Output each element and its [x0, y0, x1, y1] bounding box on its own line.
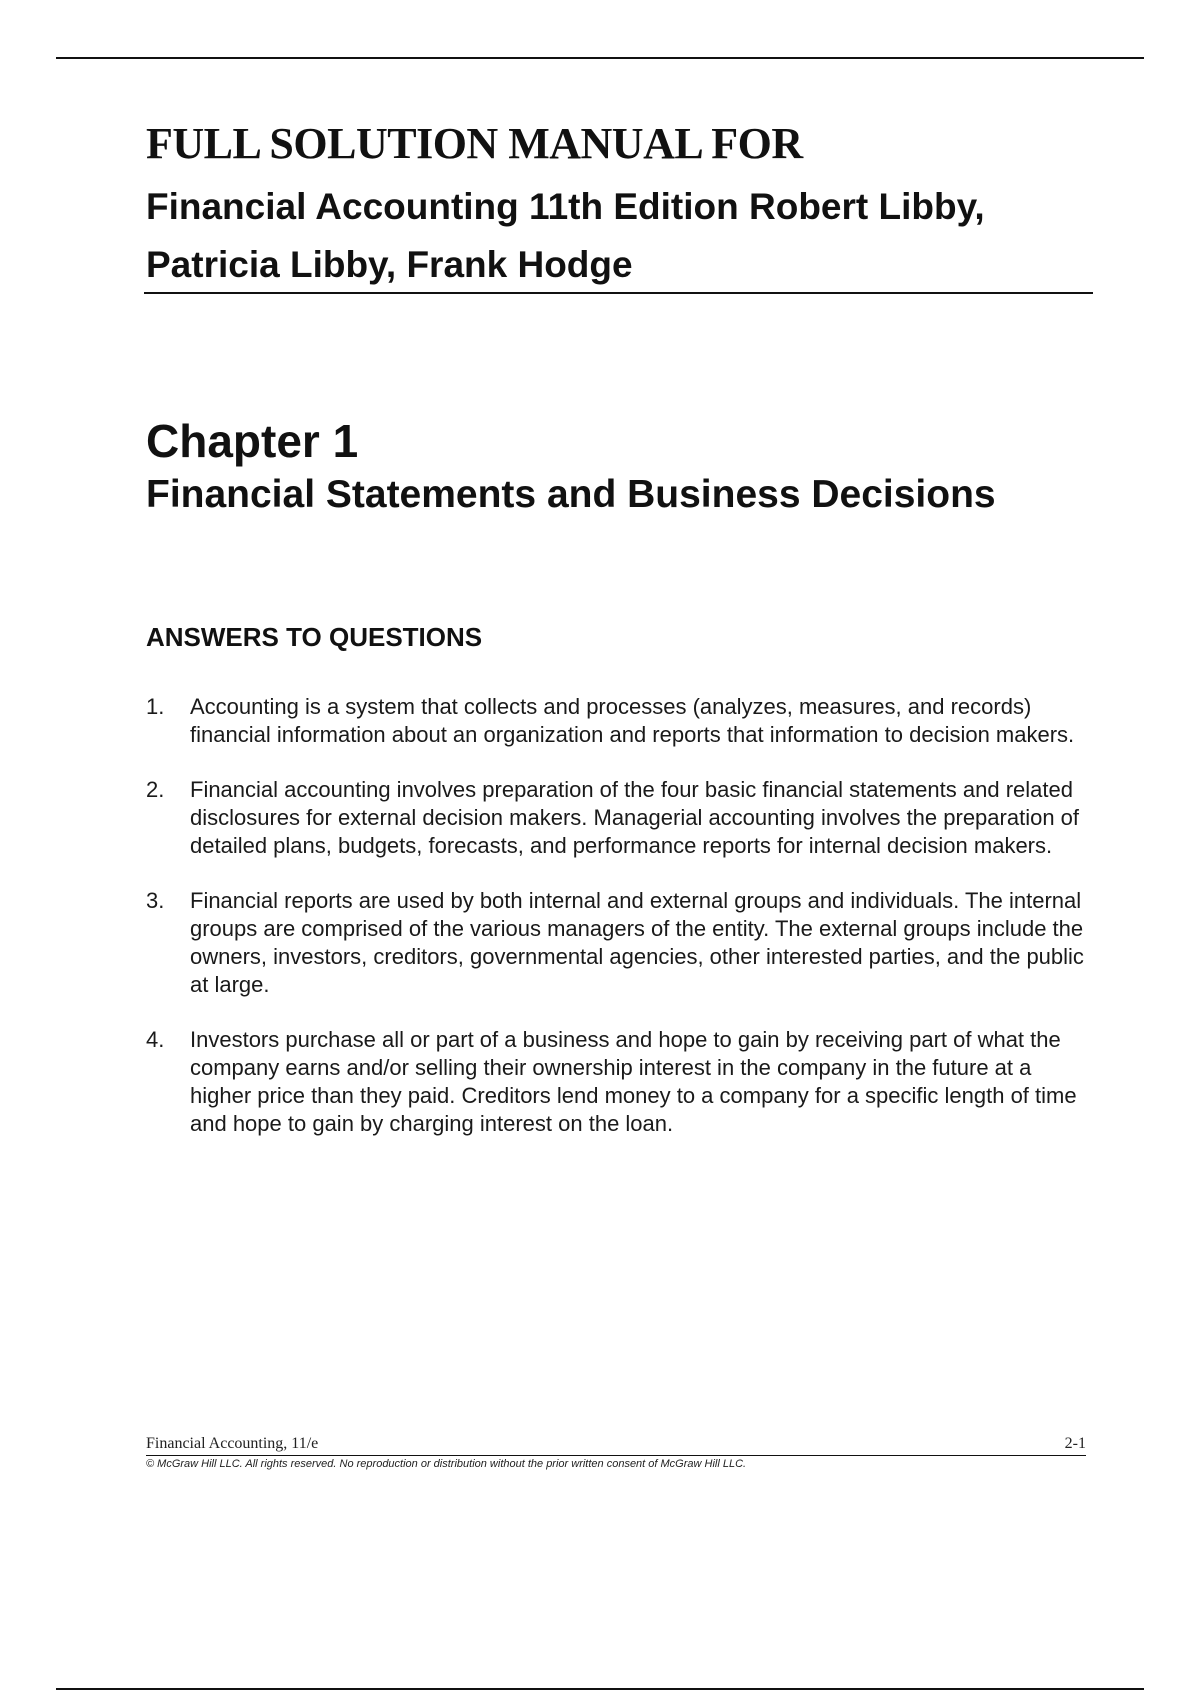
answer-number: 3. [146, 888, 165, 913]
answer-item [146, 693, 1096, 749]
book-title [146, 178, 1091, 294]
section-heading: ANSWERS TO QUESTIONS [146, 622, 483, 652]
manual-title: FULL SOLUTION MANUAL FOR [146, 119, 803, 168]
answer-number: 4. [146, 1027, 165, 1052]
footer-copyright: © McGraw Hill LLC. All rights reserved. No reproduction or distribution without the prior written consent of McGraw Hill LLC. [146, 1458, 747, 1470]
answer-text: Financial accounting involves preparation of the four basic financial statements and related disclosures for external decision makers. Managerial accounting involves the preparation of detailed plans, budgets, forecasts, and performance reports for internal decision makers. [190, 777, 1080, 858]
page-footer [146, 1433, 1086, 1455]
chapter-number: Chapter 1 [146, 415, 359, 467]
book-title-line2: Patricia Libby, Frank Hodge [146, 244, 633, 285]
bottom-divider [56, 1688, 1144, 1690]
answer-number: 2. [146, 777, 165, 802]
footer-book-edition: Financial Accounting, 11/e [146, 1435, 319, 1452]
answer-item [146, 887, 1096, 999]
footer-divider [146, 1455, 1086, 1456]
answer-text: Investors purchase all or part of a business and hope to gain by receiving part of what the company earns and/or selling their ownership interest in the company in the future at a higher price than they paid. Creditors lend money to a company for a specific length of time and hope to gain by charging interest on the loan. [190, 1027, 1077, 1136]
answer-text: Accounting is a system that collects and processes (analyzes, measures, and records) financial information about an organization and reports that information to decision makers. [190, 694, 1075, 747]
answer-item [146, 776, 1096, 860]
chapter-title: Financial Statements and Business Decisions [146, 473, 996, 516]
answer-text: Financial reports are used by both internal and external groups and individuals. The internal groups are comprised of the various managers of the entity. The external groups include the owners, investors, creditors, governmental agencies, other interested parties, and the public at large. [190, 888, 1084, 997]
top-divider [56, 57, 1144, 59]
title-block [146, 118, 1091, 294]
title-underline [144, 292, 1093, 294]
book-title-line1: Financial Accounting 11th Edition Robert Libby, [146, 186, 985, 227]
answer-number: 1. [146, 694, 165, 719]
answer-item [146, 1026, 1096, 1138]
chapter-heading [146, 413, 1096, 521]
answers-list [146, 693, 1096, 1165]
footer-page-number: 2-1 [1064, 1435, 1086, 1452]
